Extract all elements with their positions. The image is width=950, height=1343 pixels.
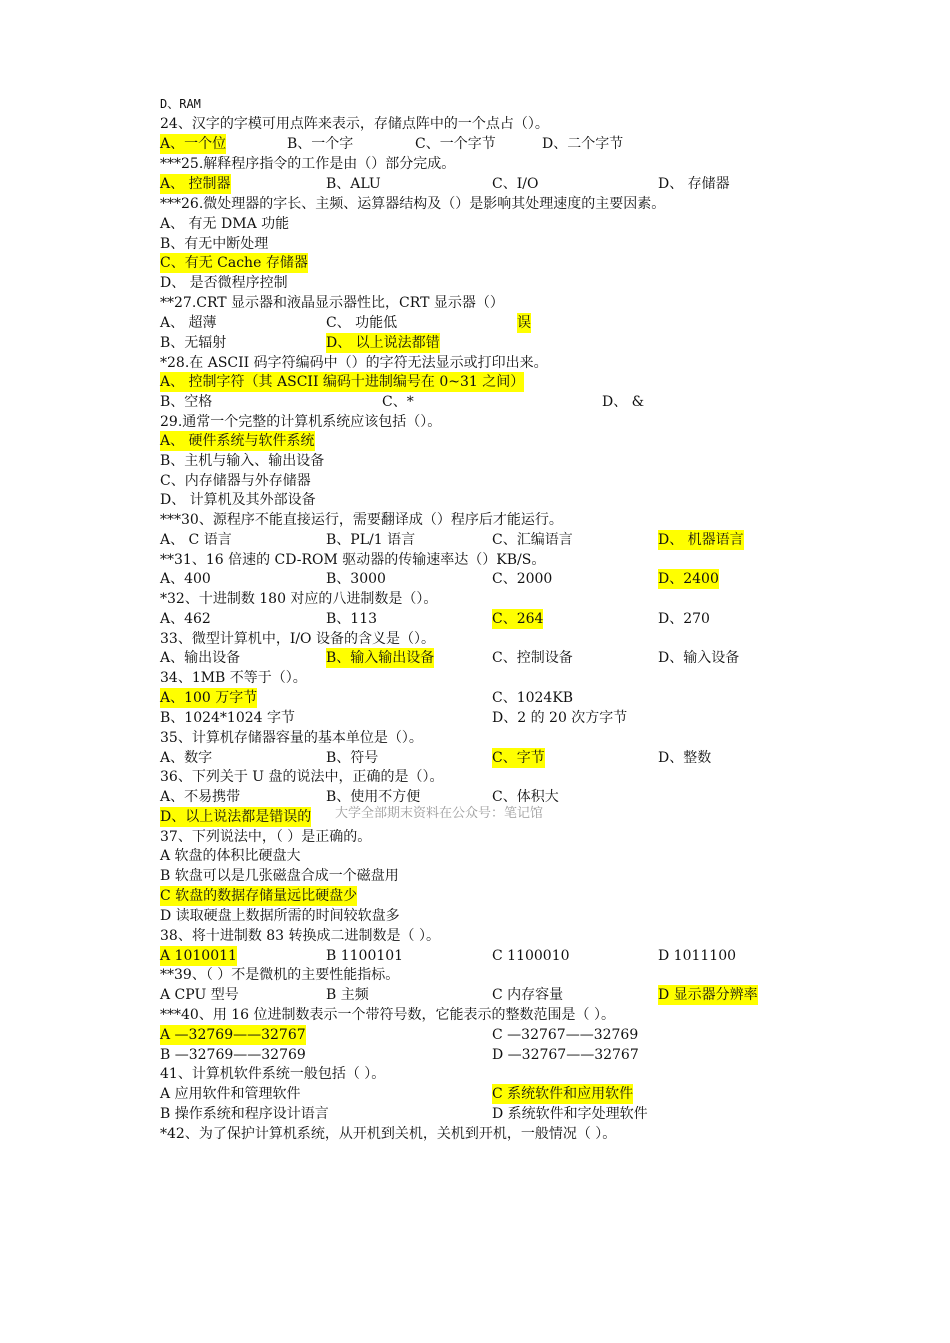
option-text: C、1024KB [492, 690, 574, 706]
option-text: A 软盘的体积比硬盘大 [160, 848, 301, 864]
option-text: D、整数 [658, 750, 712, 766]
text-line [160, 253, 800, 273]
option-text: C、I/O [492, 176, 539, 192]
option-text: D、 & [602, 394, 645, 410]
text-line [160, 194, 800, 214]
text-line [160, 629, 800, 649]
highlighted-answer: A、 控制器 [160, 176, 231, 192]
option-text: C、内存储器与外存储器 [160, 473, 311, 489]
text-line [160, 412, 800, 432]
highlighted-answer: C 软盘的数据存储量远比硬盘少 [160, 888, 358, 904]
highlighted-answer: D、2400 [658, 571, 719, 587]
text-line [160, 708, 800, 728]
option-text: ***26.微处理器的字长、主频、运算器结构及（）是影响其处理速度的主要因素。 [160, 196, 666, 212]
highlighted-answer: B、输入输出设备 [326, 650, 435, 666]
option-text: B、1024*1024 字节 [160, 710, 295, 726]
option-text: A CPU 型号 [160, 987, 239, 1003]
option-text: A、不易携带 [160, 789, 241, 805]
text-line [160, 154, 800, 174]
option-text: D、 计算机及其外部设备 [160, 492, 316, 508]
option-text: **31、16 倍速的 CD-ROM 驱动器的传输速率达（）KB/S。 [160, 552, 546, 568]
option-text: **39、（ ）不是微机的主要性能指标。 [160, 967, 400, 983]
option-text: ***25.解释程序指令的工作是由（）部分完成。 [160, 156, 456, 172]
text-line [160, 846, 800, 866]
text-line [160, 728, 800, 748]
option-text: B 软盘可以是几张磁盘合成一个磁盘用 [160, 868, 399, 884]
option-text: C 1100010 [492, 948, 570, 964]
option-text: 29.通常一个完整的计算机系统应该包括（）。 [160, 414, 442, 430]
text-line [160, 293, 800, 313]
highlighted-answer: A、100 万字节 [160, 690, 258, 706]
highlighted-answer: C、264 [492, 611, 544, 627]
option-text: A、 超薄 [160, 315, 217, 331]
option-text: ***30、源程序不能直接运行，需要翻译成（）程序后才能运行。 [160, 512, 563, 528]
highlighted-answer: D、 机器语言 [658, 532, 744, 548]
option-text: A、数字 [160, 750, 213, 766]
text-line [160, 1124, 800, 1144]
text-line [160, 94, 800, 114]
highlighted-answer: C、字节 [492, 750, 545, 766]
text-line [160, 926, 800, 946]
option-text: D、RAM [160, 97, 201, 111]
option-text: B、113 [326, 611, 378, 627]
option-text: *28.在 ASCII 码字符编码中（）的字符无法显示或打印出来。 [160, 355, 548, 371]
option-text: B、使用不方便 [326, 789, 421, 805]
option-text: **27.CRT 显示器和液晶显示器性比，CRT 显示器（） [160, 295, 504, 311]
option-text: *42、为了保护计算机系统，从开机到关机，关机到开机，一般情况（ ）。 [160, 1126, 617, 1142]
highlighted-answer: A、 硬件系统与软件系统 [160, 433, 315, 449]
text-line [160, 688, 800, 708]
text-line [160, 1045, 800, 1065]
text-line [160, 1005, 800, 1025]
text-line [160, 886, 800, 906]
text-line [160, 234, 800, 254]
highlighted-answer: A、一个位 [160, 136, 227, 152]
highlighted-answer: C、有无 Cache 存储器 [160, 255, 308, 271]
option-text: C、 功能低 [326, 315, 398, 331]
option-text: B 1100101 [326, 948, 404, 964]
option-text: ***40、用 16 位进制数表示一个带符号数，它能表示的整数范围是（ ）。 [160, 1007, 615, 1023]
text-line [160, 550, 800, 570]
option-text: D、 是否微程序控制 [160, 275, 288, 291]
option-text: C、* [382, 394, 414, 410]
option-text: B、有无中断处理 [160, 236, 269, 252]
option-text: 33、微型计算机中，I/O 设备的含义是（）。 [160, 631, 435, 647]
option-text: D、2 的 20 次方字节 [492, 710, 628, 726]
text-line [160, 353, 800, 373]
text-line [160, 906, 800, 926]
text-line [160, 1064, 800, 1084]
highlighted-answer: D 显示器分辨率 [658, 987, 758, 1003]
highlighted-answer: D、 以上说法都错 [326, 335, 440, 351]
option-text: A、400 [160, 571, 211, 587]
text-line [160, 668, 800, 688]
text-line [160, 372, 800, 392]
highlighted-answer: A —32769——32767 [160, 1027, 306, 1043]
text-line [160, 1084, 800, 1104]
text-line [160, 392, 800, 412]
option-text: B —32769——32769 [160, 1047, 306, 1063]
option-text: B、3000 [326, 571, 386, 587]
option-text: B、无辐射 [160, 335, 227, 351]
text-line [160, 214, 800, 234]
option-text: 41、计算机软件系统一般包括（ ）。 [160, 1066, 386, 1082]
option-text: D 读取硬盘上数据所需的时间较软盘多 [160, 908, 400, 924]
text-line [160, 431, 800, 451]
option-text: *32、十进制数 180 对应的八进制数是（）。 [160, 591, 438, 607]
highlighted-answer: 误 [517, 315, 531, 331]
option-text: D 系统软件和字处理软件 [492, 1106, 648, 1122]
text-line [160, 589, 800, 609]
option-text: 24、汉字的字模可用点阵来表示，存储点阵中的一个点占（）。 [160, 116, 549, 132]
option-text: C、汇编语言 [492, 532, 573, 548]
text-line [160, 134, 800, 154]
option-text: B、PL/1 语言 [326, 532, 416, 548]
text-line [160, 748, 800, 768]
option-text: D、二个字节 [542, 136, 624, 152]
text-line [160, 569, 800, 589]
option-text: 37、下列说法中，（ ）是正确的。 [160, 829, 372, 845]
text-line [160, 648, 800, 668]
text-line [160, 767, 800, 787]
text-line [160, 866, 800, 886]
option-text: B、一个字 [287, 136, 354, 152]
text-line [160, 1104, 800, 1124]
highlighted-answer: C 系统软件和应用软件 [492, 1086, 634, 1102]
text-line [160, 490, 800, 510]
watermark-text: 大学全部期末资料在公众号：笔记馆 [335, 806, 544, 821]
option-text: B、ALU [326, 176, 381, 192]
option-text: A、462 [160, 611, 211, 627]
option-text: D —32767——32767 [492, 1047, 639, 1063]
option-text: A、 C 语言 [160, 532, 232, 548]
text-line [160, 313, 800, 333]
text-line [160, 510, 800, 530]
text-line [160, 609, 800, 629]
highlighted-answer: A 1010011 [160, 948, 237, 964]
text-line [160, 530, 800, 550]
option-text: D、输入设备 [658, 650, 740, 666]
option-text: C 内存容量 [492, 987, 564, 1003]
option-text: B 操作系统和程序设计语言 [160, 1106, 329, 1122]
option-text: D 1011100 [658, 948, 737, 964]
text-line [160, 827, 800, 847]
highlighted-answer: A、 控制字符（其 ASCII 编码十进制编号在 0~31 之间） [160, 374, 525, 390]
option-text: B、主机与输入、输出设备 [160, 453, 325, 469]
text-line [160, 451, 800, 471]
option-text: C、体积大 [492, 789, 559, 805]
text-line [160, 1025, 800, 1045]
text-line [160, 114, 800, 134]
option-text: A、 有无 DMA 功能 [160, 216, 290, 232]
text-line [160, 985, 800, 1005]
highlighted-answer: D、以上说法都是错误的 [160, 809, 312, 825]
text-line [160, 273, 800, 293]
option-text: 38、将十进制数 83 转换成二进制数是（ ）。 [160, 928, 440, 944]
option-text: D、 存储器 [658, 176, 730, 192]
option-text: 35、计算机存储器容量的基本单位是（）。 [160, 730, 423, 746]
option-text: 34、1MB 不等于（）。 [160, 670, 307, 686]
option-text: C、2000 [492, 571, 553, 587]
option-text: B、空格 [160, 394, 213, 410]
option-text: D、270 [658, 611, 710, 627]
option-text: A、输出设备 [160, 650, 241, 666]
text-line [160, 946, 800, 966]
option-text: C、控制设备 [492, 650, 573, 666]
option-text: C —32767——32769 [492, 1027, 639, 1043]
text-line [160, 965, 800, 985]
option-text: 36、下列关于 U 盘的说法中，正确的是（）。 [160, 769, 444, 785]
option-text: B 主频 [326, 987, 369, 1003]
option-text: C、一个字节 [415, 136, 496, 152]
option-text: B、符号 [326, 750, 379, 766]
text-line [160, 333, 800, 353]
option-text: A 应用软件和管理软件 [160, 1086, 301, 1102]
text-line [160, 174, 800, 194]
text-line [160, 471, 800, 491]
